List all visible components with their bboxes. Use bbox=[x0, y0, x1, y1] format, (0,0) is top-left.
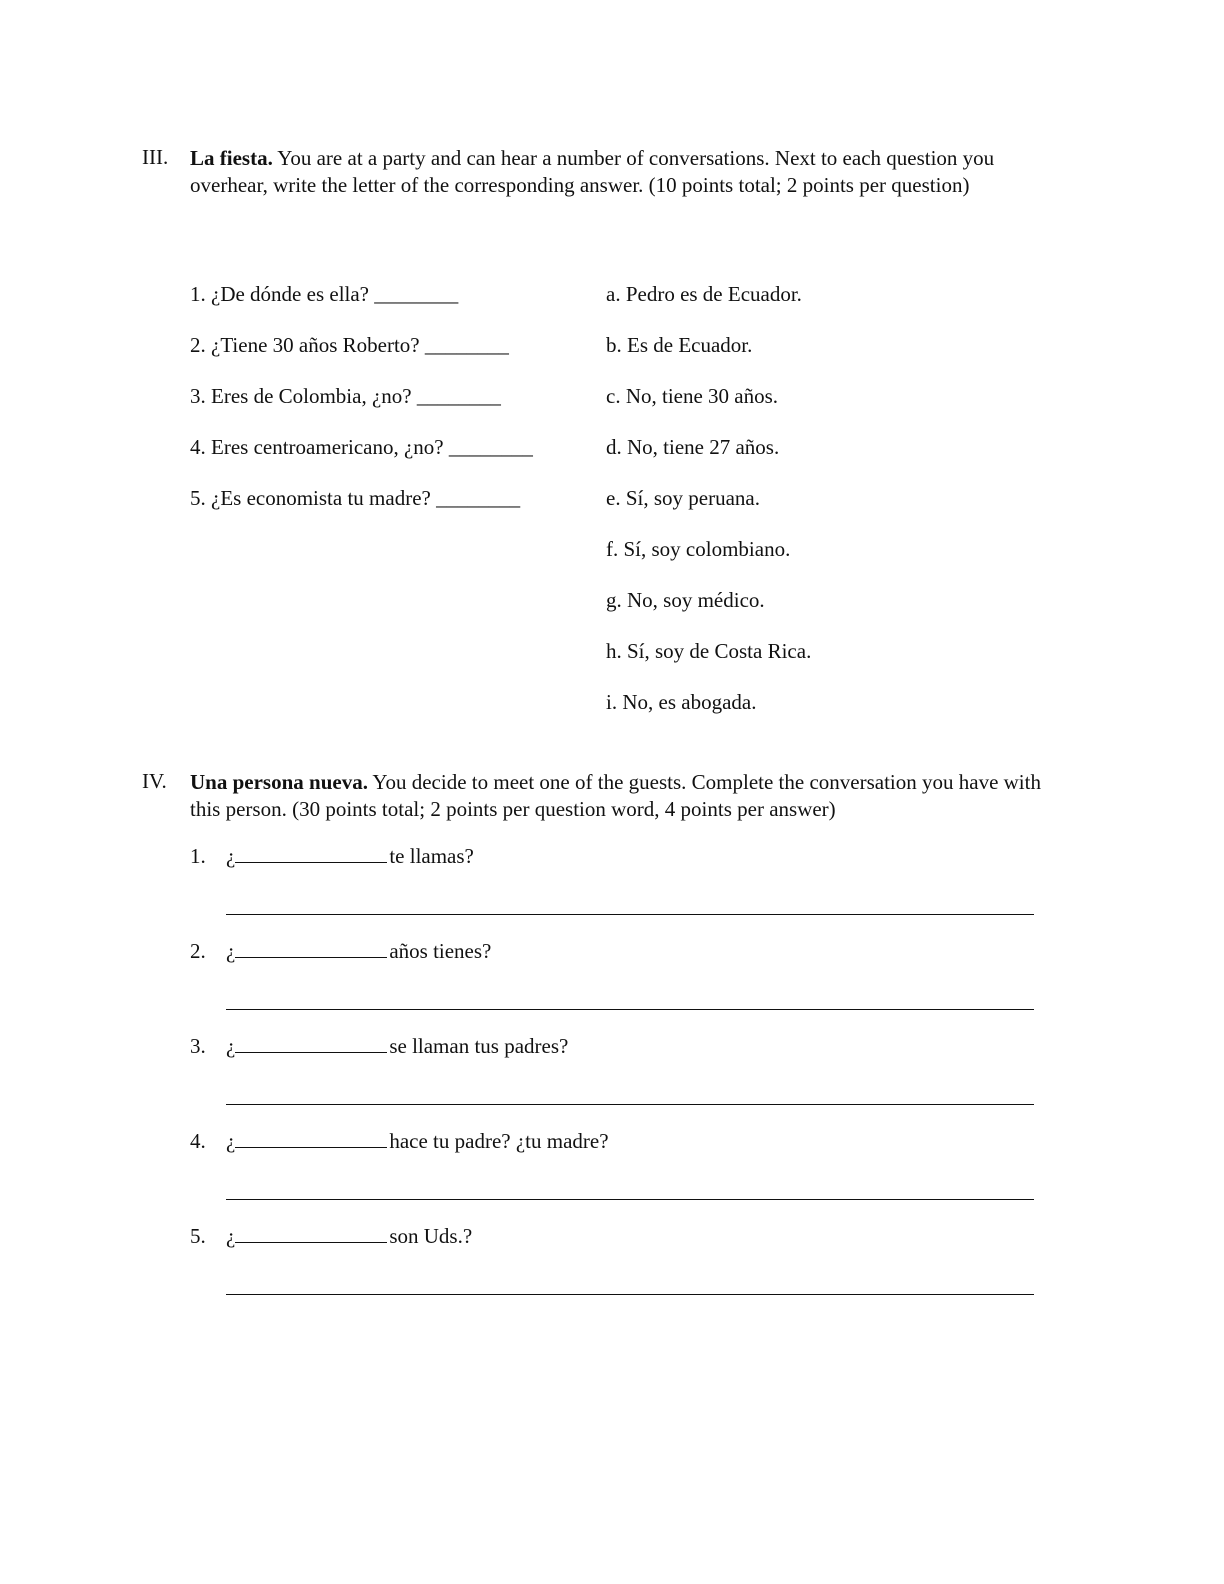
question-word-blank[interactable] bbox=[235, 939, 387, 958]
question-word-blank[interactable] bbox=[235, 1129, 387, 1148]
conversation-item-5 bbox=[190, 1224, 472, 1248]
inverted-question-mark: ¿ bbox=[226, 1034, 236, 1058]
matching-question-4: 4. Eres centroamericano, ¿no? ________ bbox=[190, 435, 533, 459]
item-number: 5. bbox=[190, 1224, 206, 1248]
matching-question-3: 3. Eres de Colombia, ¿no? ________ bbox=[190, 384, 501, 408]
section-3-numeral: III. bbox=[142, 145, 169, 169]
section-3-title: La fiesta. bbox=[190, 146, 273, 170]
question-word-blank[interactable] bbox=[235, 1224, 387, 1243]
question-rest: años tienes? bbox=[389, 939, 492, 963]
section-4-instructions bbox=[190, 769, 1070, 823]
conversation-item-4 bbox=[190, 1129, 609, 1153]
conversation-item-1 bbox=[190, 844, 474, 868]
question-word-blank[interactable] bbox=[235, 1034, 387, 1053]
question-rest: son Uds.? bbox=[389, 1224, 473, 1248]
answer-line-3[interactable] bbox=[226, 1104, 1034, 1105]
matching-answer-g: g. No, soy médico. bbox=[606, 588, 765, 612]
section-4-title: Una persona nueva. bbox=[190, 770, 368, 794]
question-rest: se llaman tus padres? bbox=[389, 1034, 569, 1058]
item-number: 2. bbox=[190, 939, 206, 963]
matching-answer-d: d. No, tiene 27 años. bbox=[606, 435, 780, 459]
matching-question-2: 2. ¿Tiene 30 años Roberto? ________ bbox=[190, 333, 509, 357]
answer-line-4[interactable] bbox=[226, 1199, 1034, 1200]
inverted-question-mark: ¿ bbox=[226, 1129, 236, 1153]
answer-line-5[interactable] bbox=[226, 1294, 1034, 1295]
conversation-item-3 bbox=[190, 1034, 568, 1058]
matching-answer-h: h. Sí, soy de Costa Rica. bbox=[606, 639, 812, 663]
section-4-numeral: IV. bbox=[142, 769, 167, 793]
matching-answer-i: i. No, es abogada. bbox=[606, 690, 757, 714]
item-number: 3. bbox=[190, 1034, 206, 1058]
inverted-question-mark: ¿ bbox=[226, 939, 236, 963]
inverted-question-mark: ¿ bbox=[226, 1224, 236, 1248]
matching-answer-c: c. No, tiene 30 años. bbox=[606, 384, 779, 408]
item-number: 1. bbox=[190, 844, 206, 868]
section-4-instructions-text: You decide to meet one of the guests. Complete the conversation you have with this person. (30 points total; 2 points per question word, 4 points per answer) bbox=[190, 770, 1041, 821]
item-number: 4. bbox=[190, 1129, 206, 1153]
question-rest: hace tu padre? ¿tu madre? bbox=[389, 1129, 609, 1153]
section-3-instructions-text: You are at a party and can hear a number of conversations. Next to each question you overhear, write the letter of the corresponding answer. (10 points total; 2 points per question) bbox=[190, 146, 995, 197]
matching-answer-e: e. Sí, soy peruana. bbox=[606, 486, 760, 510]
question-word-blank[interactable] bbox=[235, 844, 387, 863]
answer-line-1[interactable] bbox=[226, 914, 1034, 915]
matching-answer-b: b. Es de Ecuador. bbox=[606, 333, 753, 357]
matching-answer-f: f. Sí, soy colombiano. bbox=[606, 537, 791, 561]
inverted-question-mark: ¿ bbox=[226, 844, 236, 868]
matching-question-5: 5. ¿Es economista tu madre? ________ bbox=[190, 486, 521, 510]
answer-line-2[interactable] bbox=[226, 1009, 1034, 1010]
question-rest: te llamas? bbox=[389, 844, 474, 868]
section-3-instructions bbox=[190, 145, 1070, 199]
matching-answer-a: a. Pedro es de Ecuador. bbox=[606, 282, 802, 306]
conversation-item-2 bbox=[190, 939, 491, 963]
matching-question-1: 1. ¿De dónde es ella? ________ bbox=[190, 282, 459, 306]
